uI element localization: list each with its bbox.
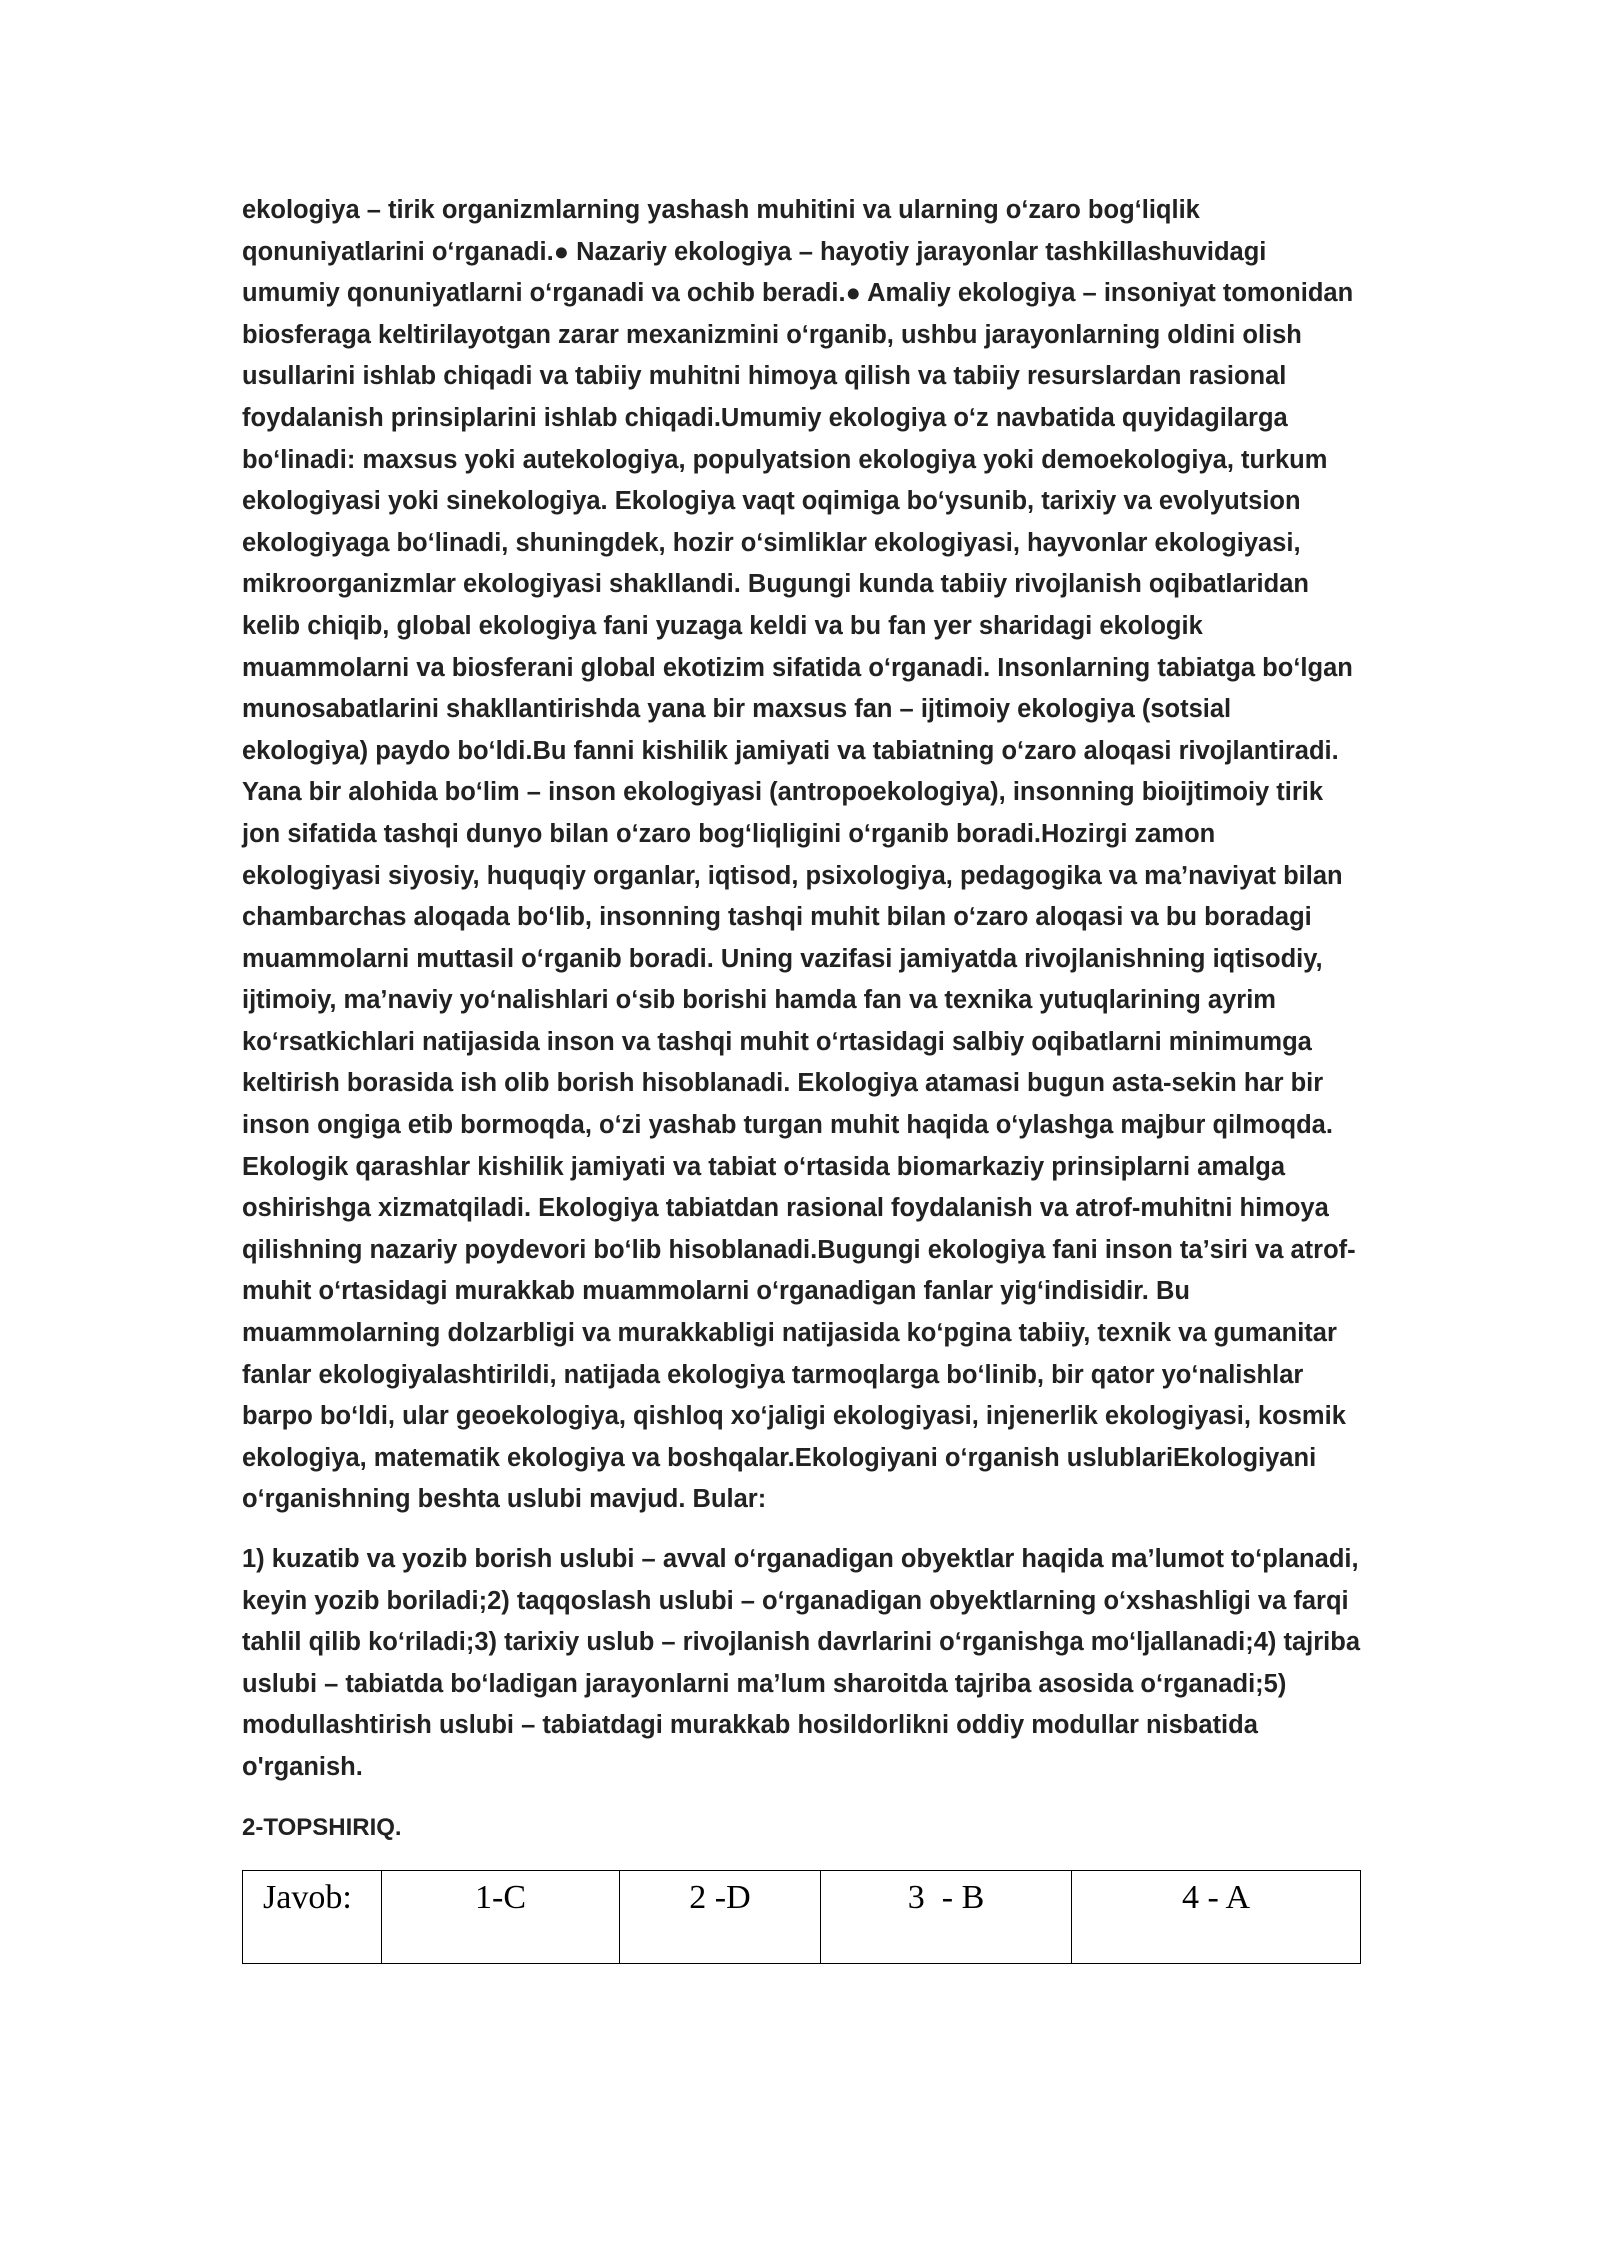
paragraph-ecology-overview: ekologiya – tirik organizmlarning yashash muhitini va ularning oʻzaro bogʻliqlik qonuniyatlarini oʻrganadi.● Nazariy ekologiya – hayotiy jarayonlar tashkillashuvidagi umumiy qonuniyatlarni oʻrganadi va ochib beradi.● Amaliy ekologiya – insoniyat tomonidan biosferaga keltirilayotgan zarar mexanizmini oʻrganib, ushbu jarayonlarning oldini olish usullarini ishlab chiqadi va tabiiy muhitni himoya qilish va tabiiy resurslardan rasional foydalanish prinsiplarini ishlab chiqadi.Umumiy ekologiya oʻz navbatida quyidagilarga boʻlinadi: maxsus yoki autekologiya, populyatsion ekologiya yoki demoekologiya, turkum ekologiyasi yoki sinekologiya. Ekologiya vaqt oqimiga boʻysunib, tarixiy va evolyutsion ekologiyaga boʻlinadi, shuningdek, hozir oʻsimliklar ekologiyasi, hayvonlar ekologiyasi, mikroorganizmlar ekologiyasi shakllandi. Bugungi kunda tabiiy rivojlanish oqibatlaridan kelib chiqib, global ekologiya fani yuzaga keldi va bu fan yer sharidagi ekologik muammolarni va biosferani global ekotizim sifatida oʻrganadi. Insonlarning tabiatga boʻlgan munosabatlarini shakllantirishda yana bir maxsus fan – ijtimoiy ekologiya (sotsial ekologiya) paydo boʻldi.Bu fanni kishilik jamiyati va tabiatning oʻzaro aloqasi rivojlantiradi. Yana bir alohida boʻlim – inson ekologiyasi (antropoekologiya), insonning bioijtimoiy tirik jon sifatida tashqi dunyo bilan oʻzaro bogʻliqligini oʻrganib boradi.Hozirgi zamon ekologiyasi siyosiy, huquqiy organlar, iqtisod, psixologiya, pedagogika va maʼnaviyat bilan chambarchas aloqada boʻlib, insonning tashqi muhit bilan oʻzaro aloqasi va bu boradagi muammolarni muttasil oʻrganib boradi. Uning vazifasi jamiyatda rivojlanishning iqtisodiy, ijtimoiy, maʼnaviy yoʻnalishlari oʻsib borishi hamda fan va texnika yutuqlarining ayrim koʻrsatkichlari natijasida inson va tashqi muhit oʻrtasidagi salbiy oqibatlarni minimumga keltirish borasida ish olib borish hisoblanadi. Ekologiya atamasi bugun asta-sekin har bir inson ongiga etib bormoqda, oʻzi yashab turgan muhit haqida oʻylashga majbur qilmoqda. Ekologik qarashlar kishilik jamiyati va tabiat oʻrtasida biomarkaziy prinsiplarni amalga oshirishga xizmatqiladi. Ekologiya tabiatdan rasional foydalanish va atrof-muhitni himoya qilishning nazariy poydevori boʻlib hisoblanadi.Bugungi ekologiya fani inson taʼsiri va atrof-muhit oʻrtasidagi murakkab muammolarni oʻrganadigan fanlar yigʻindisidir. Bu muammolarning dolzarbligi va murakkabligi natijasida koʻpgina tabiiy, texnik va gumanitar fanlar ekologiyalashtirildi, natijada ekologiya tarmoqlarga boʻlinib, bir qator yoʻnalishlar barpo boʻldi, ular geoekologiya, qishloq xoʻjaligi ekologiyasi, injenerlik ekologiyasi, kosmik ekologiya, matematik ekologiya va boshqalar.Ekologiyani oʻrganish uslublariEkologiyani oʻrganishning beshta uslubi mavjud. Bular: (242, 196, 1356, 1514)
answer-cell-1: 1-C (382, 1871, 620, 1964)
answer-table (242, 1870, 1361, 1964)
answer-label-cell: Javob: (243, 1871, 382, 1964)
document-body (242, 190, 1360, 1964)
answer-cell-2: 2 -D (620, 1871, 821, 1964)
table-row (243, 1871, 1361, 1964)
task-heading: 2-TOPSHIRIQ. (242, 1813, 402, 1841)
answer-cell-4: 4 - A (1072, 1871, 1361, 1964)
paragraph-study-methods: 1) kuzatib va yozib borish uslubi – avval oʻrganadigan obyektlar haqida maʼlumot toʻplanadi, keyin yozib boriladi;2) taqqoslash uslubi – oʻrganadigan obyektlarning oʻxshashligi va farqi tahlil qilib koʻriladi;3) tarixiy uslub – rivojlanish davrlarini oʻrganishga moʻljallanadi;4) tajriba uslubi – tabiatda boʻladigan jarayonlarni maʼlum sharoitda tajriba asosida oʻrganadi;5) modullashtirish uslubi – tabiatdagi murakkab hosildorlikni oddiy modullar nisbatida o'rganish. (242, 1545, 1361, 1781)
answer-cell-3: 3 - B (821, 1871, 1072, 1964)
